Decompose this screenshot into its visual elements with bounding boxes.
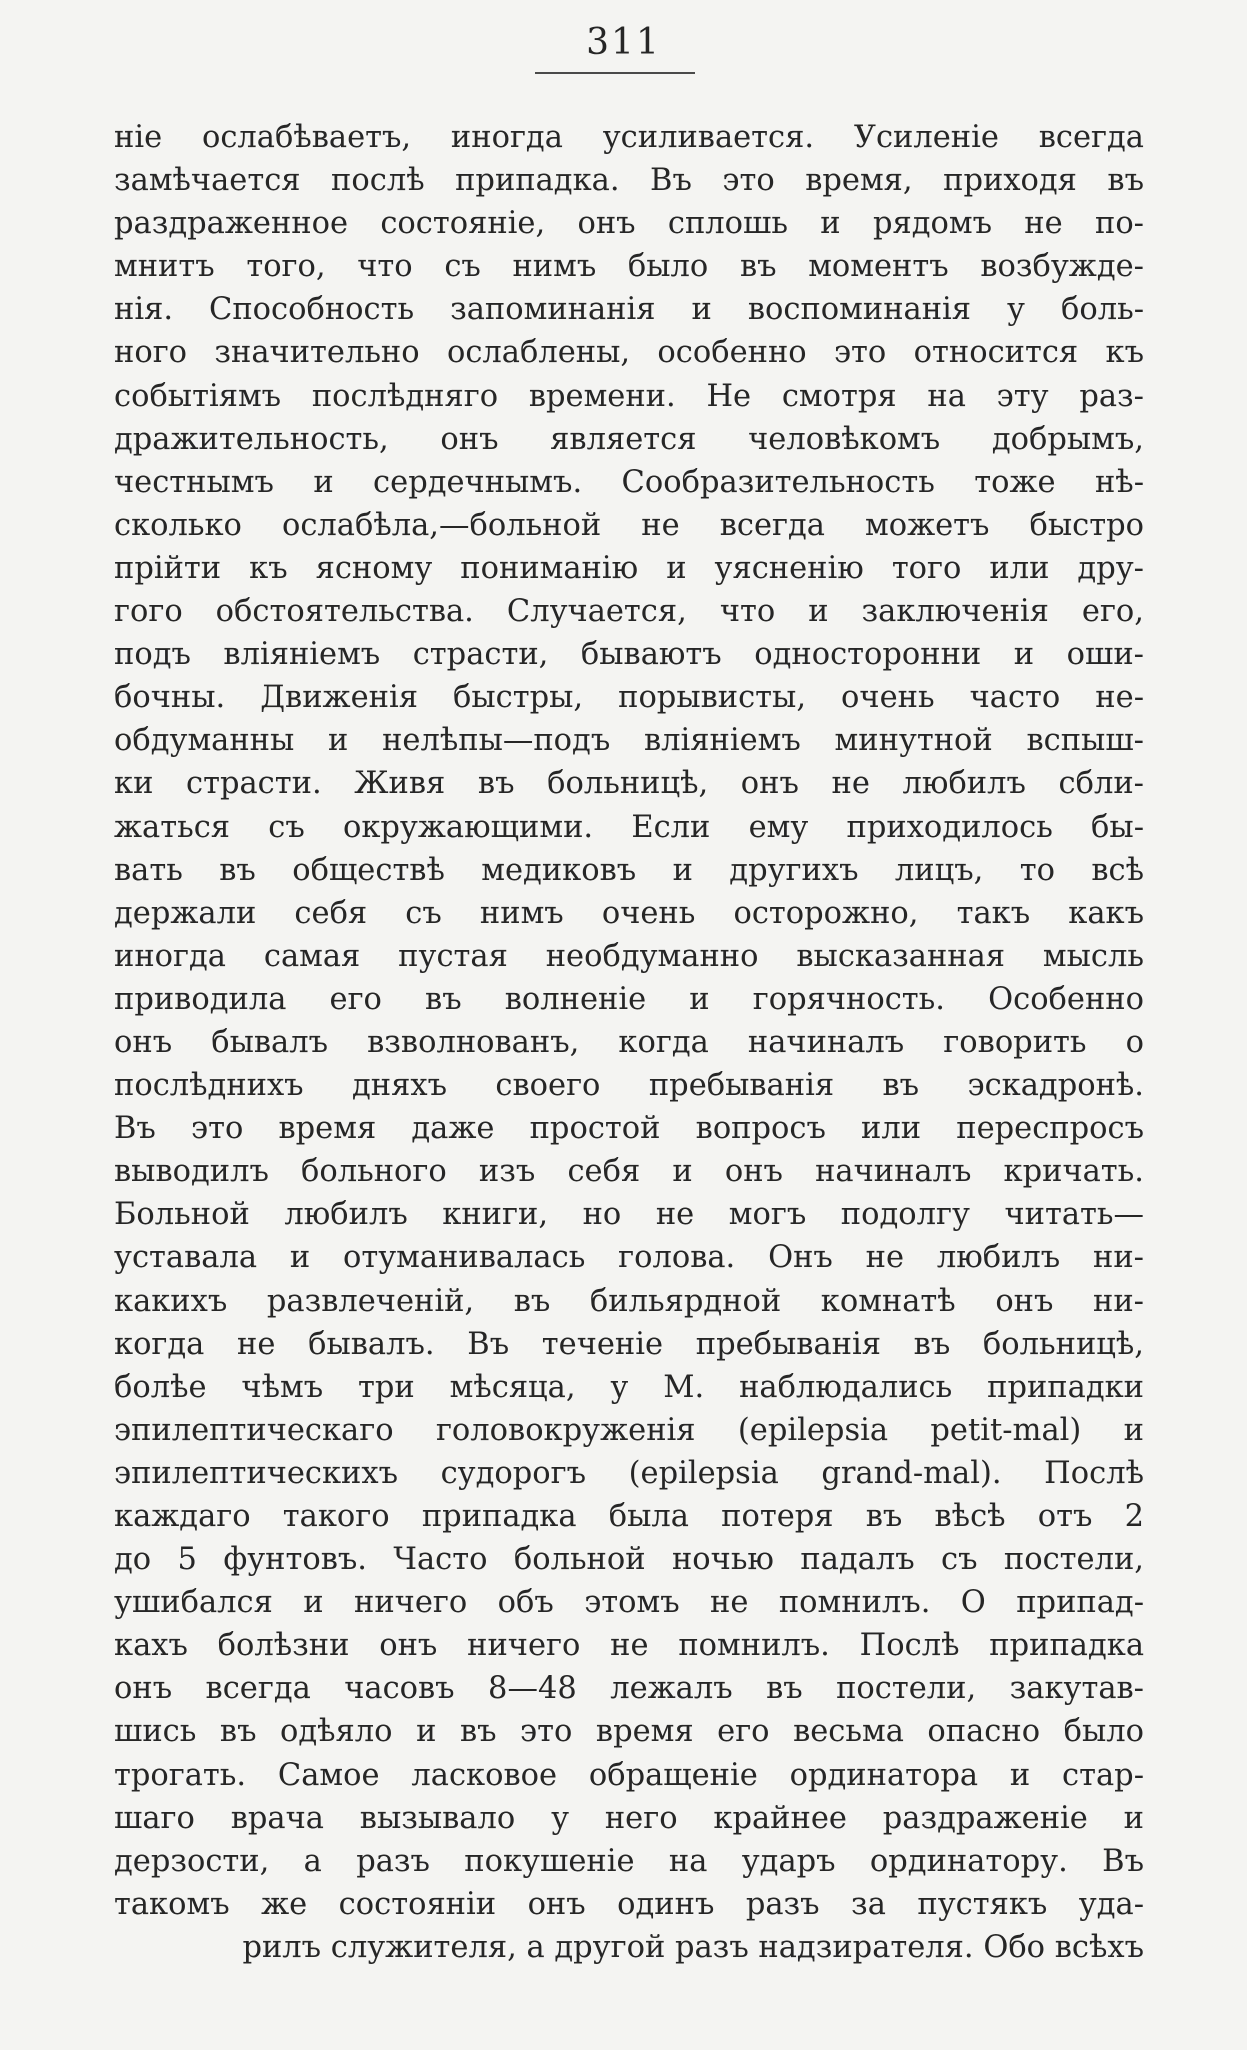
text-line: событіямъ послѣдняго времени. Не смотря на эту раз- <box>114 378 1144 414</box>
text-line: Въ это время даже простой вопросъ или переспросъ <box>114 1111 1144 1147</box>
text-line: до 5 фунтовъ. Часто больной ночью падалъ съ постели, <box>114 1542 1144 1578</box>
text-line: нія. Способность запоминанія и воспоминанія у боль- <box>114 292 1144 328</box>
text-line: раздраженное состояніе, онъ сплошь и рядомъ не по- <box>114 206 1144 242</box>
text-line: честнымъ и сердечнымъ. Сообразительность тоже нѣ- <box>114 464 1144 500</box>
text-line: уставала и отуманивалась голова. Онъ не любилъ ни- <box>114 1240 1144 1276</box>
text-line: выводилъ больного изъ себя и онъ начиналъ кричать. <box>114 1154 1144 1190</box>
page-number: 311 <box>586 22 661 63</box>
text-line: какихъ развлеченій, въ бильярдной комнатѣ онъ ни- <box>114 1283 1144 1319</box>
text-line: болѣе чѣмъ три мѣсяца, у М. наблюдались припадки <box>114 1369 1144 1405</box>
text-line: сколько ослабѣла,—больной не всегда можетъ быстро <box>114 507 1144 543</box>
text-line: дерзости, а разъ покушеніе на ударъ ординатору. Въ <box>114 1843 1144 1879</box>
text-line: ушибался и ничего объ этомъ не помнилъ. О припад- <box>114 1585 1144 1621</box>
text-line: эпилептическихъ судорогъ (epilepsia grand-mal). Послѣ <box>114 1455 1144 1491</box>
text-line: гого обстоятельства. Случается, что и заключенія его, <box>114 594 1144 630</box>
text-line: ки страсти. Живя въ больницѣ, онъ не любилъ сбли- <box>114 766 1144 802</box>
text-line: шаго врача вызывало у него крайнее раздраженіе и <box>114 1800 1144 1836</box>
text-line: держали себя съ нимъ очень осторожно, такъ какъ <box>114 895 1144 931</box>
text-line: иногда самая пустая необдуманно высказанная мысль <box>114 938 1144 974</box>
text-line: жаться съ окружающими. Если ему приходилось бы- <box>114 809 1144 845</box>
text-line: шись въ одѣяло и въ это время его весьма опасно было <box>114 1714 1144 1750</box>
text-line: онъ бывалъ взволнованъ, когда начиналъ говорить о <box>114 1024 1144 1060</box>
text-line: прійти къ ясному пониманію и уясненію того или дру- <box>114 550 1144 586</box>
text-line: онъ всегда часовъ 8—48 лежалъ въ постели, закутав- <box>114 1671 1144 1707</box>
text-line: каждаго такого припадка была потеря въ вѣсѣ отъ 2 <box>114 1499 1144 1534</box>
text-line: послѣднихъ дняхъ своего пребыванія въ эскадронѣ. <box>114 1068 1144 1104</box>
text-line: когда не бывалъ. Въ теченіе пребыванія въ больницѣ, <box>114 1326 1144 1362</box>
text-line: подъ вліяніемъ страсти, бываютъ односторонни и оши- <box>114 637 1144 673</box>
text-line: ніе ослабѣваетъ, иногда усиливается. Усиленіе всегда <box>114 120 1144 155</box>
header-rule <box>535 72 695 74</box>
text-line: приводила его въ волненіе и горячность. Особенно <box>114 981 1144 1017</box>
text-line: обдуманны и нелѣпы—подъ вліяніемъ минутной вспыш- <box>114 723 1144 759</box>
text-line: бочны. Движенія быстры, порывисты, очень часто не- <box>114 680 1144 716</box>
text-line: рилъ служителя, а другой разъ надзирателя. Обо всѣхъ <box>242 1929 1144 1965</box>
text-line: кахъ болѣзни онъ ничего не помнилъ. Послѣ припадка <box>114 1628 1144 1664</box>
text-line: дражительность, онъ является человѣкомъ добрымъ, <box>114 421 1144 457</box>
text-line: ного значительно ослаблены, особенно это относится къ <box>114 335 1144 371</box>
text-line: эпилептическаго головокруженія (epilepsia petit-mal) и <box>114 1412 1144 1448</box>
text-line: мнитъ того, что съ нимъ было въ моментъ возбужде- <box>114 249 1144 285</box>
text-line: трогать. Самое ласковое обращеніе ординатора и стар- <box>114 1757 1144 1793</box>
text-line: Больной любилъ книги, но не могъ подолгу читать— <box>114 1197 1144 1233</box>
text-line: вать въ обществѣ медиковъ и другихъ лицъ, то всѣ <box>114 852 1144 888</box>
text-line: замѣчается послѣ припадка. Въ это время, приходя въ <box>114 163 1144 199</box>
body-text <box>114 116 1144 1969</box>
text-line: такомъ же состояніи онъ одинъ разъ за пустякъ уда- <box>114 1886 1144 1922</box>
